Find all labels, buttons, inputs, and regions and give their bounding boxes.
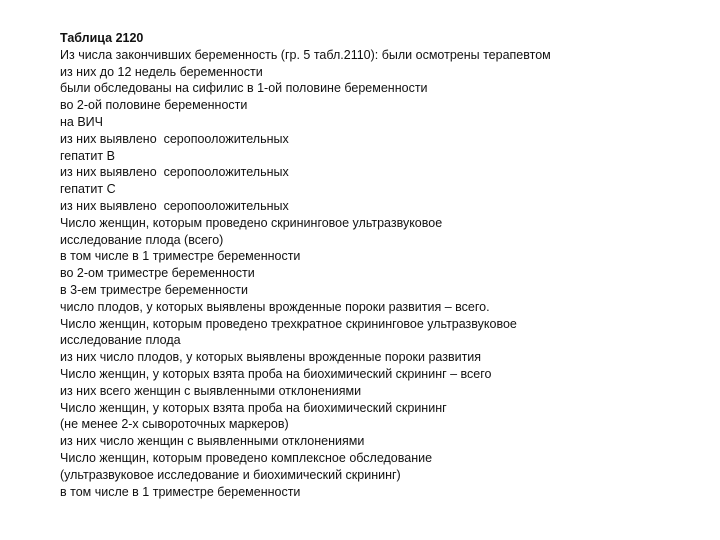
- text-line: на ВИЧ: [60, 114, 103, 129]
- text-line: Число женщин, которым проведено комплексное обследование: [60, 450, 433, 465]
- text-line: (ультразвуковое исследование и биохимический скрининг): [60, 467, 401, 482]
- text-line: Число женщин, которым проведено трехкратное скрининговое ультразвуковое: [60, 316, 517, 331]
- text-line: из них выявлено серопооложительных: [60, 165, 289, 180]
- text-line: были обследованы на сифилис в 1-ой половине беременности: [60, 81, 428, 96]
- text-line: число плодов, у которых выявлены врожденные пороки развития – всего.: [60, 299, 490, 314]
- text-line: (не менее 2-х сывороточных маркеров): [60, 417, 289, 432]
- text-line: Из числа закончивших беременность (гр. 5 табл.2110): были осмотрены терапевтом: [60, 47, 551, 62]
- text-line: Число женщин, у которых взята проба на биохимический скрининг: [60, 400, 447, 415]
- text-line: исследование плода (всего): [60, 232, 224, 247]
- text-line: в 3-ем триместре беременности: [60, 282, 248, 297]
- text-line: из них выявлено серопооложительных: [60, 198, 289, 213]
- text-line: в том числе в 1 триместре беременности: [60, 484, 301, 499]
- text-line: Число женщин, которым проведено скрининговое ультразвуковое: [60, 215, 443, 230]
- table-title: Таблица 2120: [60, 31, 144, 45]
- text-line: во 2-ом триместре беременности: [60, 266, 255, 281]
- text-line: исследование плода: [60, 333, 181, 348]
- text-line: из них число женщин с выявленными отклонениями: [60, 434, 365, 449]
- text-line: Число женщин, у которых взята проба на биохимический скрининг – всего: [60, 366, 492, 381]
- text-line: гепатит В: [60, 148, 115, 163]
- text-line: во 2-ой половине беременности: [60, 98, 248, 113]
- text-line: из них до 12 недель беременности: [60, 64, 263, 79]
- text-line: из них всего женщин с выявленными отклонениями: [60, 383, 362, 398]
- text-line: гепатит С: [60, 182, 116, 197]
- document-body: [60, 30, 700, 500]
- text-line: в том числе в 1 триместре беременности: [60, 249, 301, 264]
- text-line: из них число плодов, у которых выявлены врожденные пороки развития: [60, 350, 482, 365]
- text-line: из них выявлено серопооложительных: [60, 131, 289, 146]
